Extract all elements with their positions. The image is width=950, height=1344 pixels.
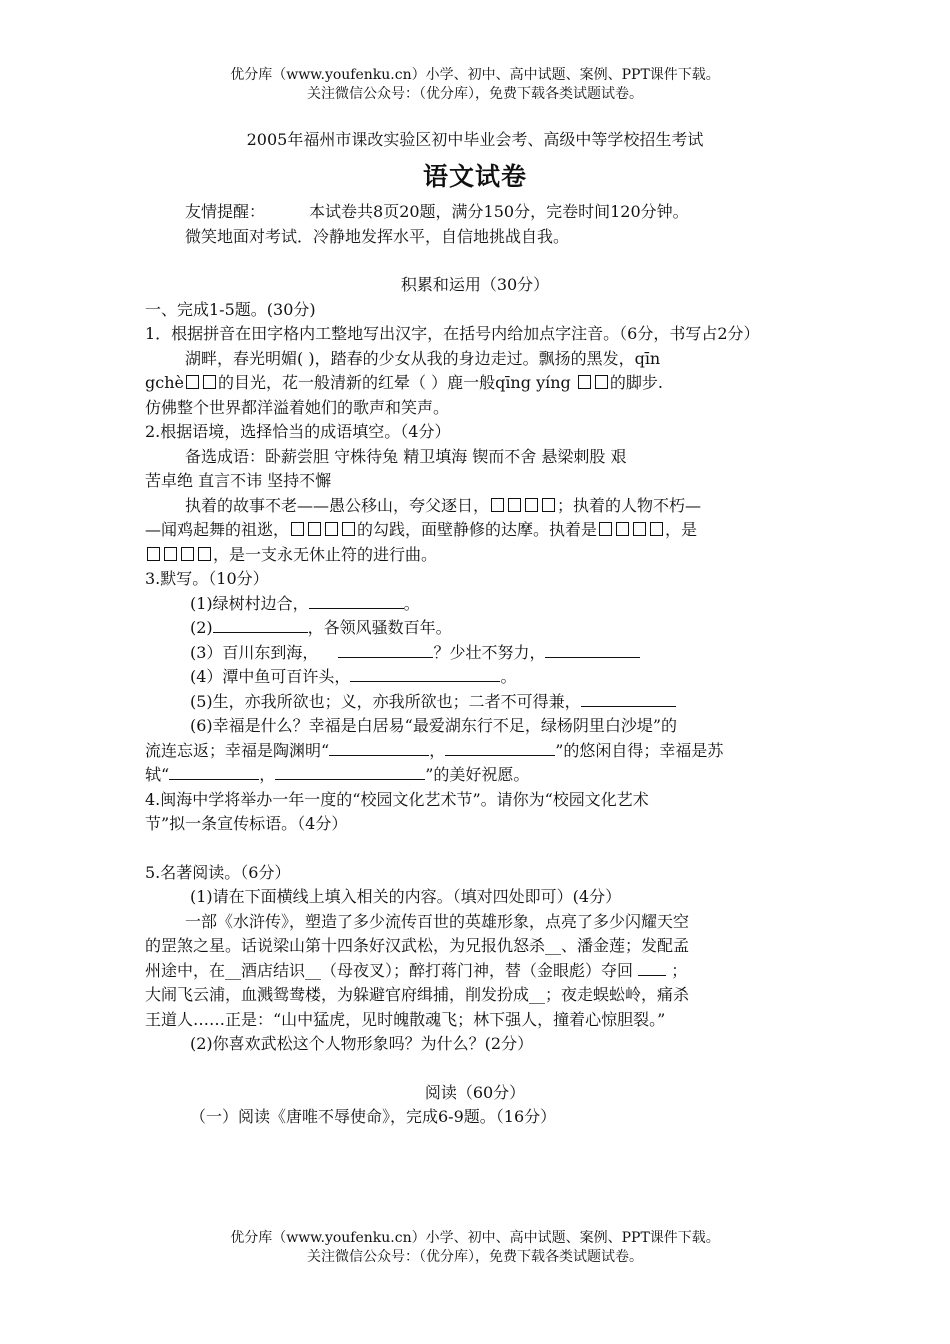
answer-box[interactable] <box>325 522 338 536</box>
answer-box[interactable] <box>599 522 612 536</box>
recite-item-6: (6)幸福是什么？幸福是白居易“最爱湖东行不足，绿杨阴里白沙堤”的 <box>190 716 678 735</box>
recite-text: (3）百川东到海， <box>190 642 319 662</box>
question-2-text: ，是一支永无休止符的进行曲。 <box>213 544 438 564</box>
question-5-line-2: 的罡煞之星。话说梁山第十四条好汉武松，为兄报仇怒杀__、潘金莲；发配孟 <box>145 936 690 955</box>
question-5-text: 州途中，在__酒店结识__（母夜叉）；醉打蒋门神，替（金眼彪）夺回 <box>145 960 634 980</box>
reminder-text: 本试卷共8页20题，满分150分，完卷时间120分钟。 <box>309 202 689 221</box>
question-2-text: 执着的故事不老——愚公移山，夸父逐日， <box>185 495 490 515</box>
answer-blank[interactable] <box>338 642 433 658</box>
answer-box[interactable] <box>291 522 304 536</box>
recite-item-1 <box>145 592 805 617</box>
question-5-text: ； <box>671 960 688 980</box>
question-1-text: 的目光，花一般清新的红晕（ ）鹿一般qīng yíng <box>217 373 571 392</box>
question-3-stem: 3.默写。（10分） <box>145 569 269 588</box>
question-2-stem: 2.根据语境，选择恰当的成语填空。（4分） <box>145 422 451 441</box>
question-5-line-3 <box>145 959 805 984</box>
question-5-stem: 5.名著阅读。（6分） <box>145 862 291 882</box>
question-5-line-1: 一部《水浒传》，塑造了多少流传百世的英雄形象，点亮了多少闪耀天空 <box>185 911 690 931</box>
recite-item-3 <box>145 641 805 666</box>
answer-box[interactable] <box>525 498 538 512</box>
options-list: 卧薪尝胆 守株待兔 精卫填海 锲而不舍 悬梁刺股 艰 <box>265 446 627 466</box>
question-2-text: 的勾践，面壁静修的达摩。执着是 <box>357 520 598 539</box>
recite-item-4 <box>145 665 805 690</box>
section-1-title: 积累和运用（30分） <box>400 275 550 294</box>
answer-blank[interactable] <box>275 764 425 780</box>
answer-box[interactable] <box>542 498 555 512</box>
answer-blank[interactable] <box>545 642 640 658</box>
question-2-line-1 <box>145 494 805 519</box>
recite-text: (5)生，亦我所欲也；义，亦我所欲也；二者不可得兼， <box>190 691 581 711</box>
question-1-line-3: 仿佛整个世界都洋溢着她们的歌声和笑声。 <box>145 397 450 417</box>
answer-blank[interactable] <box>169 764 259 780</box>
answer-box[interactable] <box>164 547 177 561</box>
recite-text: (2) <box>190 618 213 637</box>
tianzige-box[interactable] <box>595 375 608 389</box>
recite-item-5 <box>145 690 805 715</box>
question-5-sub-1: (1)请在下面横线上填入相关的内容。（填对四处即可）(4分） <box>190 887 622 906</box>
recite-item-6-line-3 <box>145 763 805 788</box>
question-1-text: 的脚步. <box>609 373 663 392</box>
question-1-line-1: 湖畔，春光明媚( )，踏春的少女从我的身边走过。飘扬的黑发，qīn <box>185 348 661 368</box>
question-1-line-2 <box>145 371 805 396</box>
answer-box[interactable] <box>198 547 211 561</box>
recite-text: (1)绿树村边合， <box>190 593 309 613</box>
recite-text: (4）潭中鱼可百许头， <box>190 667 351 686</box>
question-2-text: —闻鸡起舞的祖逖， <box>145 520 290 539</box>
answer-box[interactable] <box>308 522 321 536</box>
question-5-line-5: 王道人……正是：“山中猛虎，见时魄散魂飞；林下强人，撞着心惊胆裂。” <box>145 1009 666 1029</box>
reminder-line-2: 微笑地面对考试．冷静地发挥水平，自信地挑战自我。 <box>185 226 570 246</box>
header-line-2: 关注微信公众号：（优分库），免费下载各类试题试卷。 <box>307 86 643 102</box>
idiom-options-2: 苦卓绝 直言不讳 坚持不懈 <box>145 471 332 490</box>
page-footer <box>0 1229 950 1267</box>
pinyin-text: gchè <box>145 373 184 392</box>
answer-blank[interactable] <box>309 593 404 609</box>
recite-item-6-line-2 <box>145 739 805 764</box>
exam-title: 2005年福州市课改实验区初中毕业会考、高级中等学校招生考试 <box>246 130 704 149</box>
recite-text: ， <box>259 765 276 784</box>
question-4-line-2: 节”拟一条宣传标语。（4分） <box>145 814 348 833</box>
exam-content <box>145 200 805 1130</box>
question-4-line-1: 4.闽海中学将举办一年一度的“校园文化艺术节”。请你为“校园文化艺术 <box>145 789 649 809</box>
recite-text: ？少壮不努力， <box>433 642 546 662</box>
recite-text: ”的悠闲自得；幸福是苏 <box>555 740 724 760</box>
recite-item-2 <box>145 616 805 641</box>
footer-line-1: 优分库（www.youfenku.cn）小学、初中、高中试题、案例、PPT课件下载。 <box>230 1230 720 1246</box>
question-5-sub-2: (2)你喜欢武松这个人物形象吗？为什么？(2分） <box>190 1034 534 1053</box>
answer-box[interactable] <box>181 547 194 561</box>
reminder-label: 友情提醒： <box>185 202 266 221</box>
answer-box[interactable] <box>650 522 663 536</box>
tianzige-box[interactable] <box>186 375 199 389</box>
tianzige-box[interactable] <box>578 375 591 389</box>
answer-box[interactable] <box>147 547 160 561</box>
answer-box[interactable] <box>633 522 646 536</box>
part-1-title: 一、完成1-5题。(30分) <box>145 299 316 319</box>
question-5-line-4: 大闹飞云浦，血溅鸳鸯楼，为躲避官府缉捕，削发扮成__；夜走蜈蚣岭，痛杀 <box>145 985 690 1004</box>
question-2-line-3 <box>145 543 805 568</box>
question-2-text: ，是 <box>665 520 698 539</box>
answer-blank[interactable] <box>581 691 676 707</box>
recite-text: 轼“ <box>145 765 170 784</box>
answer-blank[interactable] <box>350 666 500 682</box>
page-header <box>0 66 950 104</box>
idiom-options <box>145 445 805 470</box>
main-title: 语文试卷 <box>422 162 527 191</box>
recite-text: ， <box>429 740 446 760</box>
options-label: 备选成语： <box>185 446 266 466</box>
recite-text: 。 <box>500 667 517 686</box>
answer-box[interactable] <box>491 498 504 512</box>
answer-box[interactable] <box>508 498 521 512</box>
recite-text: 流连忘返；幸福是陶渊明“ <box>145 740 330 760</box>
answer-blank[interactable] <box>445 740 555 756</box>
answer-box[interactable] <box>342 522 355 536</box>
footer-line-2: 关注微信公众号：（优分库），免费下载各类试题试卷。 <box>307 1249 643 1265</box>
question-1-stem: 1．根据拼音在田字格内工整地写出汉字，在括号内给加点字注音。（6分，书写占2分） <box>145 324 760 343</box>
answer-blank[interactable] <box>329 740 429 756</box>
answer-blank[interactable] <box>638 960 666 976</box>
question-2-text: ；执着的人物不朽— <box>557 495 702 515</box>
answer-box[interactable] <box>616 522 629 536</box>
recite-text: ”的美好祝愿。 <box>425 765 530 784</box>
answer-blank[interactable] <box>213 617 308 633</box>
section-2-title: 阅读（60分） <box>424 1082 526 1102</box>
header-line-1: 优分库（www.youfenku.cn）小学、初中、高中试题、案例、PPT课件下载。 <box>230 67 720 83</box>
reading-part-1-title: （一）阅读《唐唯不辱使命》，完成6-9题。（16分） <box>190 1107 557 1126</box>
recite-text: 。 <box>403 593 420 613</box>
tianzige-box[interactable] <box>203 375 216 389</box>
recite-text: ，各领风骚数百年。 <box>307 618 452 637</box>
reminder <box>145 200 805 225</box>
question-2-line-2 <box>145 518 805 543</box>
